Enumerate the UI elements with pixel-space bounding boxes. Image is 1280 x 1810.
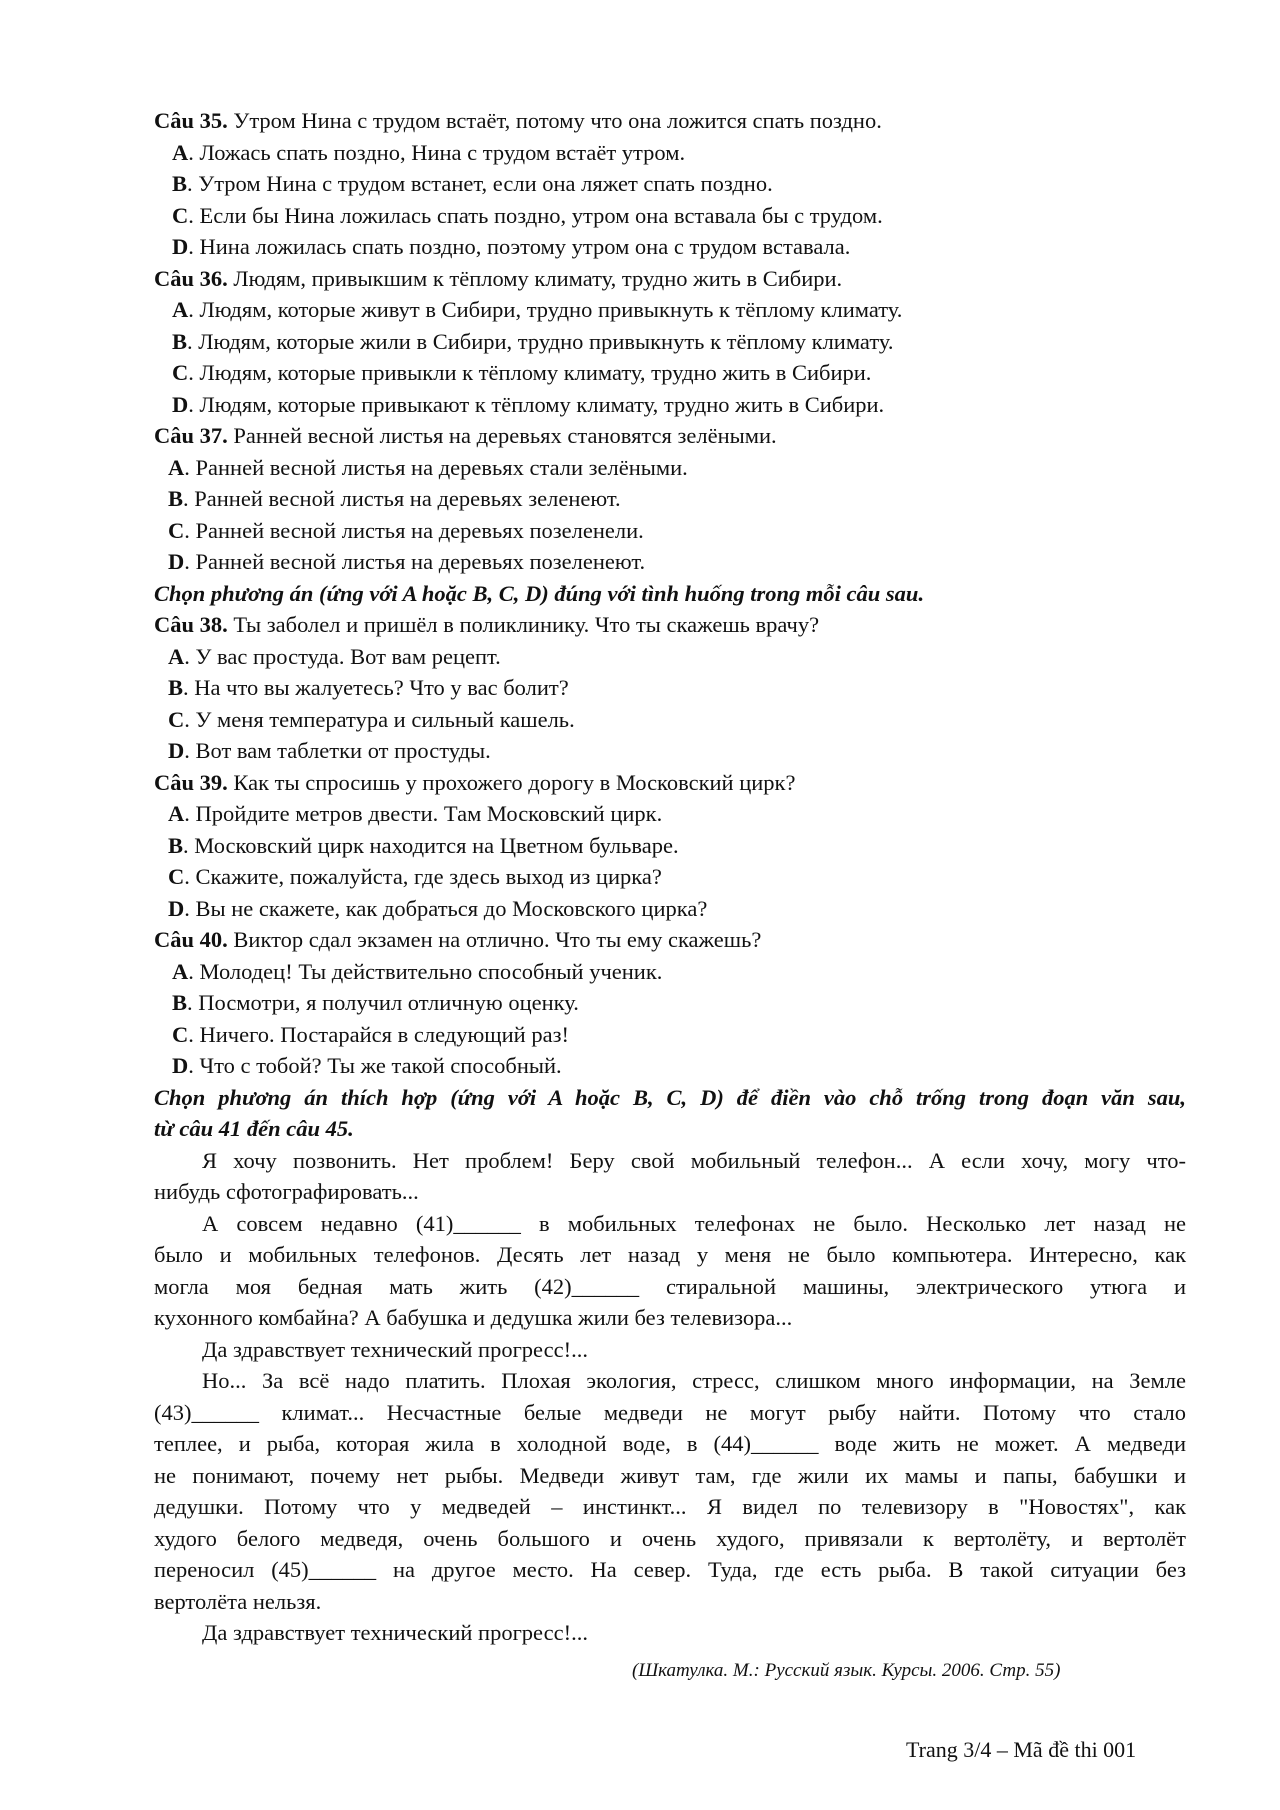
option-text: . Ранней весной листья на деревьях стали зелёными.	[184, 454, 688, 480]
option-letter: D	[168, 738, 185, 763]
option-letter: D	[172, 391, 189, 417]
option-text: . Что с тобой? Ты же такой способный.	[188, 1053, 562, 1078]
question-text: Как ты спросишь у прохожего дорогу в Московский цирк?	[233, 769, 796, 795]
passage-line: Но... За всё надо платить. Плохая экология, стресс, слишком много информации, на Земле	[202, 1368, 1186, 1393]
option-b	[154, 168, 1186, 200]
source-citation: (Шкатулка. М.: Русский язык. Курсы. 2006. Стр. 55)	[632, 1660, 1061, 1681]
option-a	[154, 641, 1186, 673]
option-a	[154, 452, 1186, 484]
option-text: . Московский цирк находится на Цветном бульваре.	[183, 832, 679, 858]
option-letter: B	[172, 990, 188, 1015]
passage-line: Да здравствует технический прогресс!...	[202, 1620, 588, 1645]
option-b	[154, 987, 1186, 1019]
passage-line: Да здравствует технический прогресс!...	[202, 1336, 588, 1362]
option-letter: A	[168, 801, 185, 826]
passage-line: А совсем недавно (41)______ в мобильных телефонах не было. Несколько лет назад не	[202, 1210, 1186, 1236]
question-35	[154, 105, 1186, 137]
passage-line: вертолёта нельзя.	[154, 1588, 322, 1614]
exam-page	[154, 105, 1186, 1649]
option-text: . Ранней весной листья на деревьях зеленеют.	[183, 486, 621, 511]
option-a	[154, 798, 1186, 830]
option-letter: A	[172, 958, 189, 984]
option-text: . У вас простуда. Вот вам рецепт.	[184, 643, 501, 669]
option-letter: B	[168, 486, 184, 511]
passage-paragraph-4	[154, 1365, 1186, 1617]
instruction-passage	[154, 1082, 1186, 1145]
option-d	[154, 389, 1186, 421]
option-letter: C	[172, 360, 189, 385]
option-b	[154, 830, 1186, 862]
option-c	[154, 1019, 1186, 1051]
passage-line: дедушки. Потому что у медведей – инстинкт... Я видел по телевизору в "Новостях", как	[154, 1494, 1186, 1519]
page-footer: Trang 3/4 – Mã đề thi 001	[906, 1737, 1137, 1762]
option-text: . Людям, которые привыкают к тёплому климату, трудно жить в Сибири.	[188, 391, 885, 417]
passage-line: могла моя бедная мать жить (42)______ стиральной машины, электрического утюга и	[154, 1273, 1186, 1299]
passage-line: теплее, и рыба, которая жила в холодной воде, в (44)______ воде жить не может. А медведи	[154, 1431, 1186, 1456]
option-text: . Ранней весной листья на деревьях позеленели.	[184, 517, 644, 543]
passage-paragraph-5	[154, 1617, 1186, 1649]
option-c	[154, 861, 1186, 893]
option-text: . Нина ложилась спать поздно, поэтому утром она с трудом вставала.	[188, 234, 851, 259]
option-letter: B	[168, 832, 184, 858]
question-label: Câu 36.	[154, 265, 228, 291]
option-b	[154, 326, 1186, 358]
option-b	[154, 483, 1186, 515]
option-letter: B	[172, 328, 188, 354]
question-40	[154, 924, 1186, 956]
question-37	[154, 420, 1186, 452]
option-d	[154, 231, 1186, 263]
option-letter: C	[168, 517, 185, 543]
option-text: . Если бы Нина ложилась спать поздно, утром она вставала бы с трудом.	[188, 202, 883, 228]
option-letter: D	[168, 895, 185, 921]
option-text: . Ранней весной листья на деревьях позеленеют.	[184, 549, 646, 574]
question-label: Câu 40.	[154, 927, 228, 952]
question-label: Câu 39.	[154, 769, 228, 795]
option-letter: D	[172, 234, 189, 259]
option-letter: C	[168, 864, 185, 889]
passage-line: Я хочу позвонить. Нет проблем! Беру свой мобильный телефон... А если хочу, могу что-	[202, 1147, 1186, 1173]
option-d	[154, 893, 1186, 925]
option-letter: C	[168, 706, 185, 732]
option-letter: A	[172, 297, 189, 322]
option-text: . Утром Нина с трудом встанет, если она ляжет спать поздно.	[187, 171, 773, 196]
passage-line: худого белого медведя, очень большого и очень худого, привязали к вертолёту, и вертолёт	[154, 1525, 1186, 1551]
option-text: . Людям, которые привыкли к тёплому климату, трудно жить в Сибири.	[188, 360, 872, 385]
option-letter: A	[172, 139, 189, 165]
passage-line: не понимают, почему нет рыбы. Медведи живут там, где жили их мамы и папы, бабушки и	[154, 1462, 1186, 1488]
option-d	[154, 735, 1186, 767]
option-text: . Вы не скажете, как добраться до Московского цирка?	[184, 895, 708, 921]
question-text: Виктор сдал экзамен на отлично. Что ты ему скажешь?	[233, 927, 762, 952]
question-36	[154, 263, 1186, 295]
question-text: Ты заболел и пришёл в поликлинику. Что ты скажешь врачу?	[233, 612, 820, 637]
passage-line: кухонного комбайна? А бабушка и дедушка жили без телевизора...	[154, 1305, 793, 1330]
question-39	[154, 767, 1186, 799]
question-label: Câu 37.	[154, 423, 228, 448]
option-text: . На что вы жалуетесь? Что у вас болит?	[183, 675, 569, 700]
question-label: Câu 38.	[154, 612, 228, 637]
option-c	[154, 515, 1186, 547]
passage-line: нибудь сфотографировать...	[154, 1179, 419, 1204]
option-text: . Скажите, пожалуйста, где здесь выход из цирка?	[184, 864, 662, 889]
option-text: . У меня температура и сильный кашель.	[184, 706, 575, 732]
option-letter: A	[168, 454, 185, 480]
option-text: . Ничего. Постарайся в следующий раз!	[188, 1021, 569, 1047]
option-a	[154, 294, 1186, 326]
option-text: . Пройдите метров двести. Там Московский цирк.	[184, 801, 663, 826]
option-text: . Вот вам таблетки от простуды.	[184, 738, 491, 763]
option-letter: D	[168, 549, 185, 574]
option-a	[154, 956, 1186, 988]
instruction-line: Chọn phương án thích hợp (ứng với A hoặc B, C, D) để điền vào chỗ trống trong đoạn văn sau,	[154, 1084, 1186, 1110]
option-text: . Посмотри, я получил отличную оценку.	[187, 990, 579, 1015]
passage-paragraph-1	[154, 1145, 1186, 1208]
option-letter: B	[172, 171, 188, 196]
question-text: Ранней весной листья на деревьях становятся зелёными.	[233, 423, 777, 448]
option-d	[154, 546, 1186, 578]
question-label: Câu 35.	[154, 108, 228, 133]
passage-paragraph-3	[154, 1334, 1186, 1366]
instruction-line: từ câu 41 đến câu 45.	[154, 1116, 354, 1141]
option-text: . Людям, которые живут в Сибири, трудно привыкнуть к тёплому климату.	[188, 297, 903, 322]
passage-line: было и мобильных телефонов. Десять лет назад у меня не было компьютера. Интересно, как	[154, 1242, 1186, 1267]
option-text: . Ложась спать поздно, Нина с трудом встаёт утром.	[188, 139, 686, 165]
option-letter: B	[168, 675, 184, 700]
option-b	[154, 672, 1186, 704]
option-c	[154, 200, 1186, 232]
option-letter: D	[172, 1053, 189, 1078]
option-c	[154, 704, 1186, 736]
question-text: Людям, привыкшим к тёплому климату, трудно жить в Сибири.	[233, 265, 843, 291]
option-letter: C	[172, 1021, 189, 1047]
question-text: Утром Нина с трудом встаёт, потому что она ложится спать поздно.	[233, 108, 882, 133]
option-c	[154, 357, 1186, 389]
option-letter: A	[168, 643, 185, 669]
question-38	[154, 609, 1186, 641]
option-text: . Молодец! Ты действительно способный ученик.	[188, 958, 663, 984]
passage-line: переносил (45)______ на другое место. На север. Туда, где есть рыба. В такой ситуации без	[154, 1557, 1186, 1582]
passage-line: (43)______ климат... Несчастные белые медведи не могут рыбу найти. Потому что стало	[154, 1399, 1186, 1425]
instruction-situations: Chọn phương án (ứng với A hoặc B, C, D) đúng với tình huống trong mỗi câu sau.	[154, 580, 925, 606]
option-a	[154, 137, 1186, 169]
option-text: . Людям, которые жили в Сибири, трудно привыкнуть к тёплому климату.	[187, 328, 894, 354]
passage-paragraph-2	[154, 1208, 1186, 1334]
option-letter: C	[172, 202, 189, 228]
option-d	[154, 1050, 1186, 1082]
